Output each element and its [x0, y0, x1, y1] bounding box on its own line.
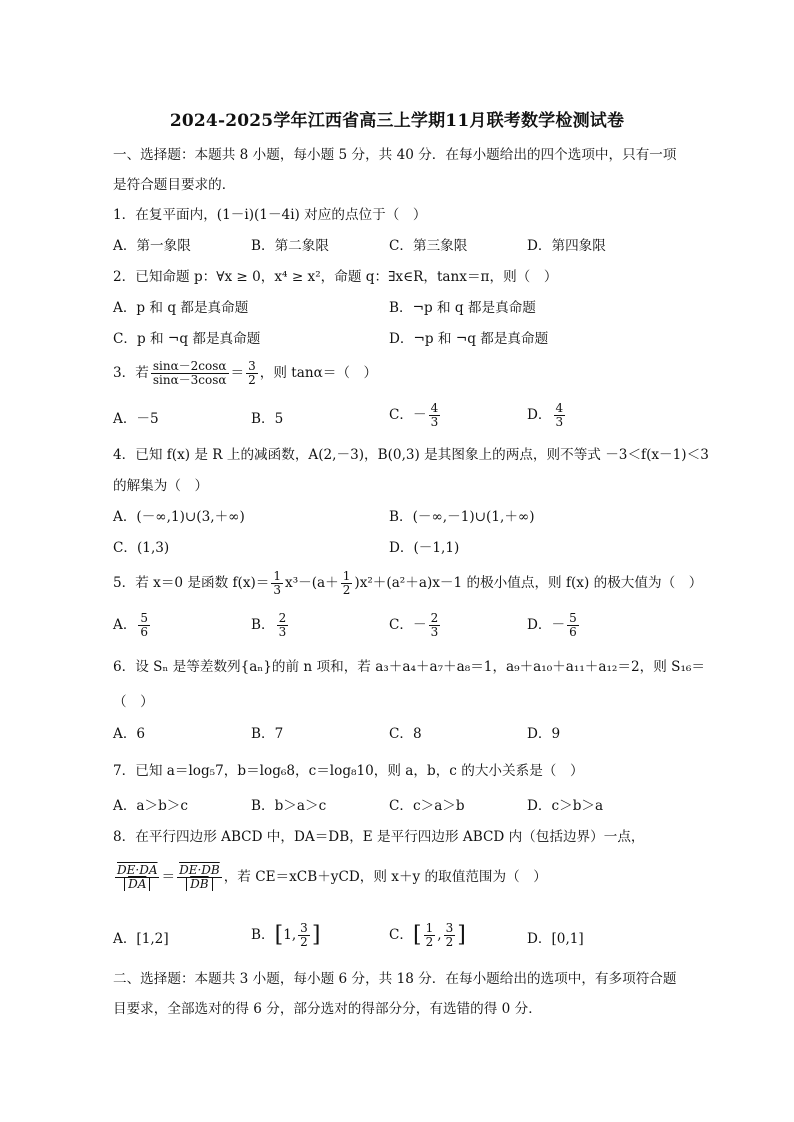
q8-option-b-fraction: [298, 922, 310, 949]
q1-option-a: A．第一象限: [113, 238, 191, 254]
q2-option-d: D．¬p 和 ¬q 都是真命题: [389, 331, 549, 347]
q8-option-c-denominator-2: 2: [445, 935, 454, 949]
q5-option-a-numerator: 5: [140, 611, 149, 625]
q8-option-c-comma: ,: [437, 927, 442, 943]
q5-middle-2: )x²＋(a²＋a)x－1 的极小值点，则 f(x) 的极大值为（ ）: [354, 575, 703, 591]
q6-option-c: C．8: [389, 726, 422, 742]
q1-stem: 1．在复平面内，(1－i)(1－4i) 对应的点位于（ ）: [113, 207, 427, 223]
q5-option-b-fraction: [277, 612, 289, 639]
q5-option-c-label: C．－: [389, 617, 427, 633]
q8-option-b-label: B．: [251, 927, 275, 943]
q5-fraction-1-denominator: 3: [273, 583, 282, 597]
q2-option-a: A．p 和 q 都是真命题: [113, 300, 249, 316]
q3-option-c-fraction: [429, 402, 441, 429]
q5-option-d-fraction: [567, 612, 579, 639]
q3-stem: [113, 360, 377, 387]
q3-option-c: [389, 402, 442, 429]
q3-fraction-numerator: sinα－2cosα: [152, 359, 227, 373]
q5-option-d-denominator: 6: [569, 625, 577, 639]
q3-suffix: ，则 tanα＝（ ）: [259, 365, 378, 381]
q5-prefix: 5．若 x＝0 是函数 f(x)＝: [113, 575, 270, 591]
q5-option-a: [113, 612, 152, 639]
q6-option-b: B．7: [251, 726, 284, 742]
section2-instruction-line2: 目要求，全部选对的得 6 分，部分选对的得部分分，有选错的得 0 分．: [113, 1001, 542, 1017]
q7-option-c: C．c＞a＞b: [389, 798, 465, 814]
q4-stem-line2: 的解集为（ ）: [113, 478, 209, 494]
q2-option-c: C．p 和 ¬q 都是真命题: [113, 331, 261, 347]
q3-option-c-numerator: 4: [430, 401, 439, 415]
q3-option-c-denominator: 3: [430, 415, 439, 429]
q4-option-c: C．(1,3): [113, 540, 170, 556]
q8-option-c-numerator-2: 3: [445, 921, 454, 935]
q2-stem: 2．已知命题 p：∀x ≥ 0，x⁴ ≥ x²，命题 q：∃x∈R，tanx＝π，则（ ）: [113, 269, 558, 285]
q7-stem: 7．已知 a＝log₅7，b＝log₆8，c＝log₈10，则 a，b，c 的大小关系是（ ）: [113, 763, 584, 779]
q5-fraction-1-numerator: 1: [273, 569, 282, 583]
q5-middle-1: x³－(a＋: [285, 575, 339, 591]
q8-vector-fraction-2: [177, 864, 222, 891]
q8-vector-fraction-1-numerator: DE·DA: [117, 863, 158, 877]
q8-option-c-left-bracket: [: [413, 922, 422, 948]
q5-option-b: [251, 612, 290, 639]
q8-option-b-left-bracket: [: [274, 922, 284, 948]
q6-stem-line2: （ ）: [113, 694, 154, 710]
q3-fraction: [151, 360, 229, 387]
q5-option-a-label: A．: [113, 617, 137, 633]
q3-prefix: 3．若: [113, 365, 149, 381]
q5-fraction-1: [271, 570, 283, 597]
q8-option-b-lower: 1,: [283, 927, 297, 943]
section1-instruction-line1: 一、选择题：本题共 8 小题，每小题 5 分，共 40 分．在每小题给出的四个选项中，只有一项: [113, 147, 677, 163]
q5-option-a-denominator: 6: [140, 625, 149, 639]
q8-option-b-denominator: 2: [300, 935, 308, 949]
q5-option-c: [389, 612, 442, 639]
page-title: 2024-2025学年江西省高三上学期11月联考数学检测试卷: [169, 111, 625, 131]
q8-option-b-right-bracket: ]: [311, 922, 321, 948]
q8-option-c-fraction-1: [424, 922, 436, 949]
q5-fraction-2-numerator: 1: [342, 569, 351, 583]
q4-stem-line1: 4．已知 f(x) 是 R 上的减函数，A(2,－3)，B(0,3) 是其图象上的两点，则不等式 －3＜f(x－1)＜3: [113, 447, 709, 463]
q4-option-d: D．(－1,1): [389, 540, 460, 556]
q5-option-c-numerator: 2: [430, 611, 439, 625]
q3-option-d-fraction: [554, 402, 566, 429]
q8-option-c: [389, 922, 466, 949]
q8-option-c-denominator-1: 2: [425, 935, 434, 949]
q4-option-b: B．(－∞,－1)∪(1,＋∞): [389, 509, 535, 525]
q8-option-c-numerator-1: 1: [425, 921, 434, 935]
q3-fraction-denominator: sinα－3cosα: [152, 373, 227, 387]
q5-option-d: [527, 612, 581, 639]
section1-instruction-line2: 是符合题目要求的．: [113, 177, 236, 193]
q6-option-a: A．6: [113, 726, 146, 742]
q3-option-d-numerator: 4: [555, 401, 564, 415]
q5-option-c-fraction: [429, 612, 441, 639]
q3-option-a: A．－5: [113, 411, 159, 427]
q5-option-a-fraction: [138, 612, 150, 639]
q5-option-b-label: B．: [251, 617, 275, 633]
q8-option-c-right-bracket: ]: [457, 922, 466, 948]
q5-option-c-denominator: 3: [430, 625, 439, 639]
q8-option-b: [251, 922, 320, 949]
q8-stem-line1: 8．在平行四边形 ABCD 中，DA＝DB，E 是平行四边形 ABCD 内（包括边界）一点，: [113, 829, 645, 845]
q5-option-b-numerator: 2: [278, 611, 287, 625]
q8-stem-suffix: ，若 CE＝xCB＋yCD，则 x＋y 的取值范围为（ ）: [223, 869, 547, 885]
q8-option-a: A．[1,2]: [113, 931, 169, 947]
q3-rhs-denominator: 2: [248, 373, 256, 387]
q8-option-d: D．[0,1]: [527, 931, 584, 947]
q8-equals: ＝: [161, 869, 176, 885]
q3-option-d-denominator: 3: [555, 415, 564, 429]
q5-option-b-denominator: 3: [278, 625, 287, 639]
q8-option-c-fraction-2: [444, 922, 456, 949]
q8-option-b-numerator: 3: [300, 921, 308, 935]
q7-option-b: B．b＞a＞c: [251, 798, 327, 814]
q7-option-a: A．a＞b＞c: [113, 798, 189, 814]
q6-option-d: D．9: [527, 726, 561, 742]
q8-vector-fraction-1-denominator: [115, 878, 159, 891]
q3-rhs-fraction: [246, 360, 258, 387]
q8-stem-line2: [113, 864, 547, 891]
q8-vector-fraction-2-numerator: DE·DB: [179, 863, 220, 877]
q5-stem: [113, 570, 702, 597]
q1-option-b: B．第二象限: [251, 238, 329, 254]
q5-fraction-2-denominator: 2: [342, 583, 351, 597]
q3-equals: ＝: [230, 365, 245, 381]
q3-option-b: B．5: [251, 411, 284, 427]
q7-option-d: D．c＞b＞a: [527, 798, 604, 814]
q8-vector-db-magnitude: DB: [186, 878, 212, 891]
q3-option-d: [527, 402, 567, 429]
q1-option-d: D．第四象限: [527, 238, 606, 254]
q3-option-c-label: C．－: [389, 407, 427, 423]
q8-vector-fraction-1: [115, 864, 159, 891]
section2-instruction-line1: 二、选择题：本题共 3 小题，每小题 6 分，共 18 分．在每小题给出的选项中，有多项符合题: [113, 971, 677, 987]
q3-option-d-label: D．: [527, 407, 552, 423]
q1-option-c: C．第三象限: [389, 238, 468, 254]
q6-stem-line1: 6．设 Sₙ 是等差数列{aₙ}的前 n 项和，若 a₃＋a₄＋a₇＋a₈＝1，a₉＋a₁₀＋a₁₁＋a₁₂＝2，则 S₁₆＝: [113, 659, 705, 675]
q2-option-b: B．¬p 和 q 都是真命题: [389, 300, 536, 316]
q8-option-c-label: C．: [389, 927, 413, 943]
q8-vector-da-magnitude: DA: [124, 878, 150, 891]
q4-option-a: A．(－∞,1)∪(3,＋∞): [113, 509, 245, 525]
q8-vector-fraction-2-denominator: [177, 878, 222, 891]
q5-option-d-numerator: 5: [569, 611, 577, 625]
q3-rhs-numerator: 3: [248, 359, 256, 373]
q5-option-d-label: D．－: [527, 617, 566, 633]
q5-fraction-2: [341, 570, 353, 597]
